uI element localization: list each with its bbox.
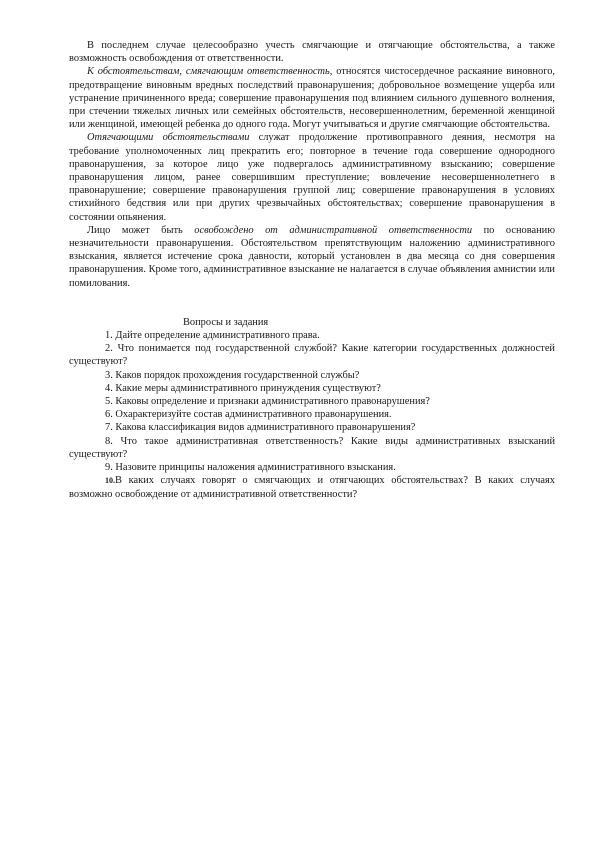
question-item xyxy=(69,382,555,395)
question-text: В каких случаях говорят о смягчающих и отягчающих обстоятельствах? В каких случаях возможно освобождение от административной ответственности? xyxy=(69,475,555,500)
section-spacer xyxy=(69,290,555,316)
text-span: Лицо может быть xyxy=(87,224,195,236)
body-text xyxy=(69,39,555,290)
question-number: 6. xyxy=(105,409,113,421)
question-number: 8. xyxy=(105,435,113,447)
question-item xyxy=(69,329,555,342)
question-text: Дайте определение административного права. xyxy=(115,330,320,342)
question-item xyxy=(69,421,555,434)
question-item xyxy=(69,461,555,474)
question-number: 2. xyxy=(105,343,113,355)
question-item xyxy=(69,369,555,382)
questions-list xyxy=(69,329,555,501)
text-span: по основанию незначительности правонарушения. Обстоятельством препятствующим наложению административного взыскания, является истечение срока давности, который установлен в два месяца со дня совершения правонарушения. Кроме того, административное взыскание не налагается в случае объявления амнистии или помилования. xyxy=(69,224,555,289)
italic-term: Отягчающими обстоятельствами xyxy=(87,132,250,144)
question-text: Каков порядок прохождения государственной службы? xyxy=(115,369,360,381)
question-item xyxy=(69,474,555,500)
question-text: Каковы определение и признаки административного правонарушения? xyxy=(115,396,430,408)
question-text: Что такое административная ответственность? Какие виды административных взысканий существуют? xyxy=(69,435,555,460)
question-item xyxy=(69,395,555,408)
question-text: Какова классификация видов административного правонарушения? xyxy=(115,422,416,434)
question-number: 3. xyxy=(105,369,113,381)
question-number: 7. xyxy=(105,422,113,434)
question-text: Что понимается под государственной службой? Какие категории государственных должностей существуют? xyxy=(69,343,555,368)
question-item xyxy=(69,435,555,461)
question-number: 1. xyxy=(105,330,113,342)
text-span: , относятся чистосердечное раскаяние виновного, предотвращение виновным вредных последствий правонарушения; добровольное возмещение ущерба или устранение причиненного вреда; совершение правонарушения под влиянием сильного душевного волнения, при стечении тяжелых личных или семейных обстоятельств, несовершеннолетним, беременной женщиной или женщиной, имеющей ребенка до одного года. Могут учитываться и другие смягчающие обстоятельства. xyxy=(69,66,555,131)
question-item xyxy=(69,408,555,421)
question-item xyxy=(69,342,555,368)
italic-term: освобождено от административной ответственности xyxy=(194,224,473,236)
paragraph-aggravating-circumstances xyxy=(69,131,555,223)
paragraph-mitigating-intro xyxy=(69,39,555,65)
question-text: Охарактеризуйте состав административного правонарушения. xyxy=(115,409,392,421)
paragraph-exemption xyxy=(69,224,555,290)
question-number: 10. xyxy=(105,476,115,486)
question-text: Какие меры административного принуждения существуют? xyxy=(115,382,381,394)
question-number: 9. xyxy=(105,462,113,474)
document-page xyxy=(69,39,555,501)
question-number: 5. xyxy=(105,396,113,408)
italic-term: К обстоятельствам, смягчающим ответственность xyxy=(87,66,330,78)
questions-heading: Вопросы и задания xyxy=(183,316,269,328)
text-span: служат продолжение противоправного деяния, несмотря на требование уполномоченных лиц прекратить его; повторное в течение года совершение однородного правонарушения, за которое лицо уже подвергалось административному взысканию; совершение правонарушения лицом, ранее совершившим преступление; вовлечение несовершеннолетнего в правонарушение; совершение правонарушения группой лиц; совершение правонарушения в условиях стихийного бедствия или при других чрезвычайных обстоятельствах; совершение правонарушения в состоянии опьянения. xyxy=(69,132,555,223)
question-text: Назовите принципы наложения административного взыскания. xyxy=(115,462,396,474)
question-number: 4. xyxy=(105,382,113,394)
text-span: В последнем случае целесообразно учесть смягчающие и отягчающие обстоятельства, а также возможность освобождения от ответственности. xyxy=(69,40,555,65)
paragraph-mitigating-circumstances xyxy=(69,65,555,131)
